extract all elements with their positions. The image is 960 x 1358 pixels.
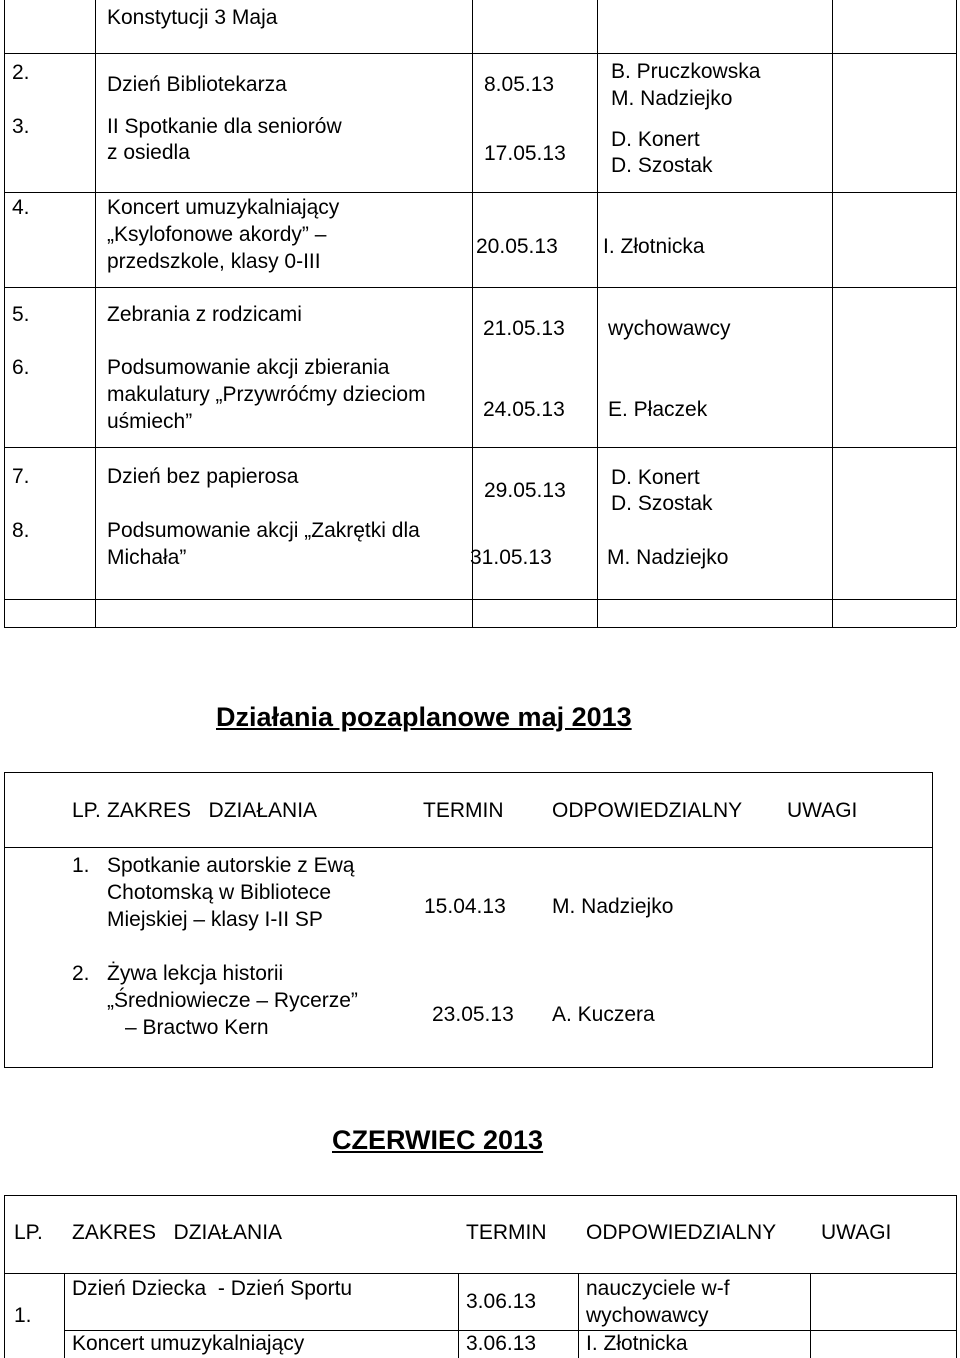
row-number: 2. [12, 61, 30, 84]
responsible-person: E. Płaczek [608, 398, 708, 421]
activity-text: Dzień Bibliotekarza [107, 73, 287, 96]
activity-text: „Ksylofonowe akordy” – [107, 223, 327, 246]
row-number: 4. [12, 196, 30, 219]
table-border [4, 1195, 5, 1358]
table-border [597, 0, 598, 627]
row-number: 3. [12, 115, 30, 138]
responsible-person: M. Nadziejko [607, 546, 729, 569]
responsible-person: D. Szostak [611, 492, 713, 515]
header-termin: TERMIN [466, 1221, 547, 1244]
table-border [4, 599, 956, 600]
event-date: 17.05.13 [484, 142, 566, 165]
responsible-person: D. Konert [611, 466, 700, 489]
table-border [4, 447, 956, 448]
table-border [4, 287, 956, 288]
table-border [956, 0, 957, 627]
event-date: 3.06.13 [466, 1290, 537, 1313]
activity-text: Konstytucji 3 Maja [107, 6, 278, 29]
table-border [4, 627, 956, 628]
responsible-person: M. Nadziejko [552, 895, 674, 918]
activity-text: Chotomską w Bibliotece [107, 881, 332, 904]
row-number: 5. [12, 303, 30, 326]
responsible-person: wychowawcy [586, 1304, 709, 1327]
activity-text: Zebrania z rodzicami [107, 303, 302, 326]
table-border [810, 1273, 811, 1358]
responsible-person: M. Nadziejko [611, 87, 733, 110]
row-number: 2. [72, 962, 90, 985]
activity-text: Spotkanie autorskie z Ewą [107, 854, 355, 877]
table-border [956, 1195, 957, 1358]
event-date: 24.05.13 [483, 398, 565, 421]
row-number: 6. [12, 356, 30, 379]
table-border [4, 772, 5, 1068]
table-border [4, 1273, 956, 1274]
activity-text: Michała” [107, 546, 187, 569]
responsible-person: wychowawcy [608, 317, 731, 340]
activity-text: Koncert umuzykalniający [72, 1332, 305, 1355]
event-date: 15.04.13 [424, 895, 506, 918]
responsible-person: D. Szostak [611, 154, 713, 177]
activity-text: Podsumowanie akcji „Zakrętki dla [107, 519, 420, 542]
activity-text: II Spotkanie dla seniorów [107, 115, 342, 138]
responsible-person: D. Konert [611, 128, 700, 151]
header-zakres: ZAKRES DZIAŁANIA [72, 1221, 283, 1244]
header-lp: LP. [14, 1221, 43, 1244]
event-date: 23.05.13 [432, 1003, 514, 1026]
header-zakres: ZAKRES DZIAŁANIA [107, 799, 318, 822]
activity-text: – Bractwo Kern [125, 1016, 269, 1039]
activity-text: Żywa lekcja historii [107, 962, 284, 985]
table-border [95, 0, 96, 627]
responsible-person: I. Złotnicka [603, 235, 705, 258]
row-number: 1. [72, 854, 90, 877]
header-odpowiedzialny: ODPOWIEDZIALNY [586, 1221, 777, 1244]
event-date: 3.06.13 [466, 1332, 537, 1355]
header-uwagi: UWAGI [787, 799, 858, 822]
activity-text: Koncert umuzykalniający [107, 196, 340, 219]
header-odpowiedzialny: ODPOWIEDZIALNY [552, 799, 743, 822]
row-number: 1. [14, 1304, 32, 1327]
row-number: 7. [12, 465, 30, 488]
event-date: 20.05.13 [476, 235, 558, 258]
table-border [4, 1195, 956, 1196]
table-border [4, 192, 956, 193]
table-border [458, 1273, 459, 1358]
table-border [64, 1273, 65, 1358]
responsible-person: B. Pruczkowska [611, 60, 761, 83]
table-border [4, 1067, 932, 1068]
activity-text: makulatury „Przywróćmy dzieciom [107, 383, 426, 406]
activity-text: z osiedla [107, 141, 190, 164]
event-date: 21.05.13 [483, 317, 565, 340]
activity-text: „Średniowiecze – Rycerze” [107, 989, 358, 1012]
row-number: 8. [12, 519, 30, 542]
table-border [472, 0, 473, 627]
activity-text: Dzień bez papierosa [107, 465, 299, 488]
header-uwagi: UWAGI [821, 1221, 892, 1244]
section-title-may: Działania pozaplanowe maj 2013 [216, 702, 632, 732]
responsible-person: I. Złotnicka [586, 1332, 688, 1355]
activity-text: przedszkole, klasy 0-III [107, 250, 321, 273]
event-date: 29.05.13 [484, 479, 566, 502]
activity-text: uśmiech” [107, 410, 193, 433]
event-date: 8.05.13 [484, 73, 555, 96]
responsible-person: A. Kuczera [552, 1003, 655, 1026]
activity-text: Miejskiej – klasy I-II SP [107, 908, 323, 931]
table-border [932, 772, 933, 1068]
table-border [4, 0, 5, 627]
table-border [4, 847, 932, 848]
activity-text: Dzień Dziecka - Dzień Sportu [72, 1277, 353, 1300]
event-date: 31.05.13 [470, 546, 552, 569]
responsible-person: nauczyciele w-f [586, 1277, 730, 1300]
table-border [832, 0, 833, 627]
table-border [4, 772, 932, 773]
activity-text: Podsumowanie akcji zbierania [107, 356, 390, 379]
header-lp: LP. [72, 799, 101, 822]
section-title-june: CZERWIEC 2013 [332, 1125, 544, 1155]
table-border [4, 53, 956, 54]
header-termin: TERMIN [423, 799, 504, 822]
table-border [578, 1273, 579, 1358]
